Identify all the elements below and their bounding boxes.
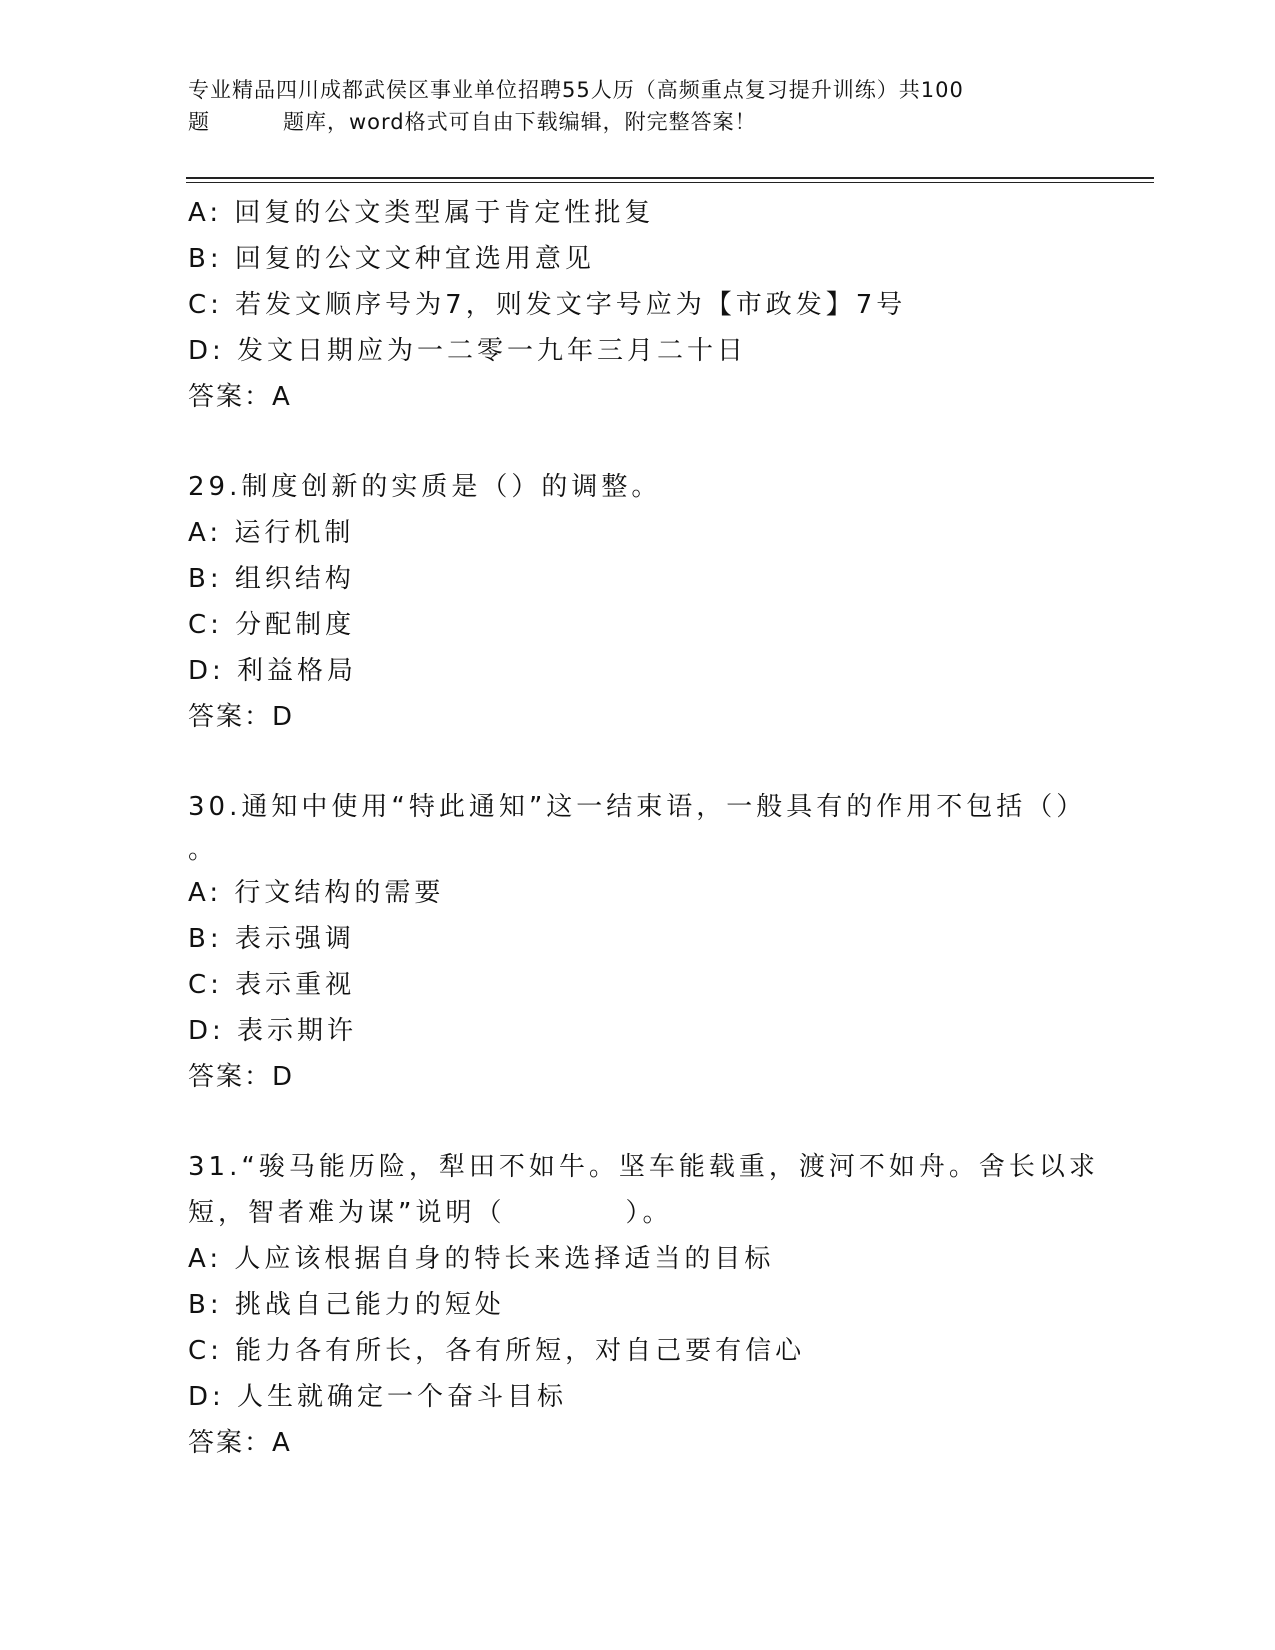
option-c: C: 若发文顺序号为7，则发文字号应为【市政发】7号 xyxy=(188,290,907,320)
header-line-2 xyxy=(188,106,1088,138)
header-line-2-left: 题 xyxy=(188,110,210,134)
question-content xyxy=(188,190,1099,1466)
question-29 xyxy=(188,464,1088,740)
question-stem-continuation: 。 xyxy=(188,835,219,865)
option-b: B: 表示强调 xyxy=(188,924,355,954)
prev-question-block xyxy=(188,190,1088,420)
question-stem: 30.通知中使用“特此通知”这一结束语，一般具有的作用不包括（） xyxy=(188,792,1087,822)
answer: 答案：A xyxy=(188,382,292,412)
option-d: D: 发文日期应为一二零一九年三月二十日 xyxy=(188,336,748,366)
question-stem-continuation: 短，智者难为谋”说明（ ）。 xyxy=(188,1198,673,1228)
answer: 答案：D xyxy=(188,1062,295,1092)
option-a: A: 回复的公文类型属于肯定性批复 xyxy=(188,198,655,228)
question-31 xyxy=(188,1144,1099,1466)
question-30 xyxy=(188,784,1088,1100)
option-b: B: 挑战自己能力的短处 xyxy=(188,1290,505,1320)
option-c: C: 能力各有所长，各有所短，对自己要有信心 xyxy=(188,1336,806,1366)
header-rule-thin xyxy=(186,182,1154,183)
answer: 答案：A xyxy=(188,1428,292,1458)
document-header xyxy=(188,74,1088,138)
option-d: D: 利益格局 xyxy=(188,656,358,686)
answer: 答案：D xyxy=(188,702,295,732)
option-b: B: 组织结构 xyxy=(188,564,355,594)
option-d: D: 人生就确定一个奋斗目标 xyxy=(188,1382,568,1412)
option-b: B: 回复的公文文种宜选用意见 xyxy=(188,244,595,274)
question-stem: 31.“骏马能历险，犁田不如牛。坚车能载重，渡河不如舟。舍长以求 xyxy=(188,1152,1099,1182)
question-stem: 29.制度创新的实质是（）的调整。 xyxy=(188,472,662,502)
header-line-2-right: 题库，word格式可自由下载编辑，附完整答案！ xyxy=(283,110,757,134)
header-rule-thick xyxy=(186,177,1154,179)
option-a: A: 运行机制 xyxy=(188,518,355,548)
option-a: A: 人应该根据自身的特长来选择适当的目标 xyxy=(188,1244,775,1274)
header-line-1: 专业精品四川成都武侯区事业单位招聘55人历（高频重点复习提升训练）共100 xyxy=(188,78,964,102)
option-c: C: 表示重视 xyxy=(188,970,356,1000)
option-c: C: 分配制度 xyxy=(188,610,356,640)
option-d: D: 表示期许 xyxy=(188,1016,358,1046)
option-a: A: 行文结构的需要 xyxy=(188,878,445,908)
